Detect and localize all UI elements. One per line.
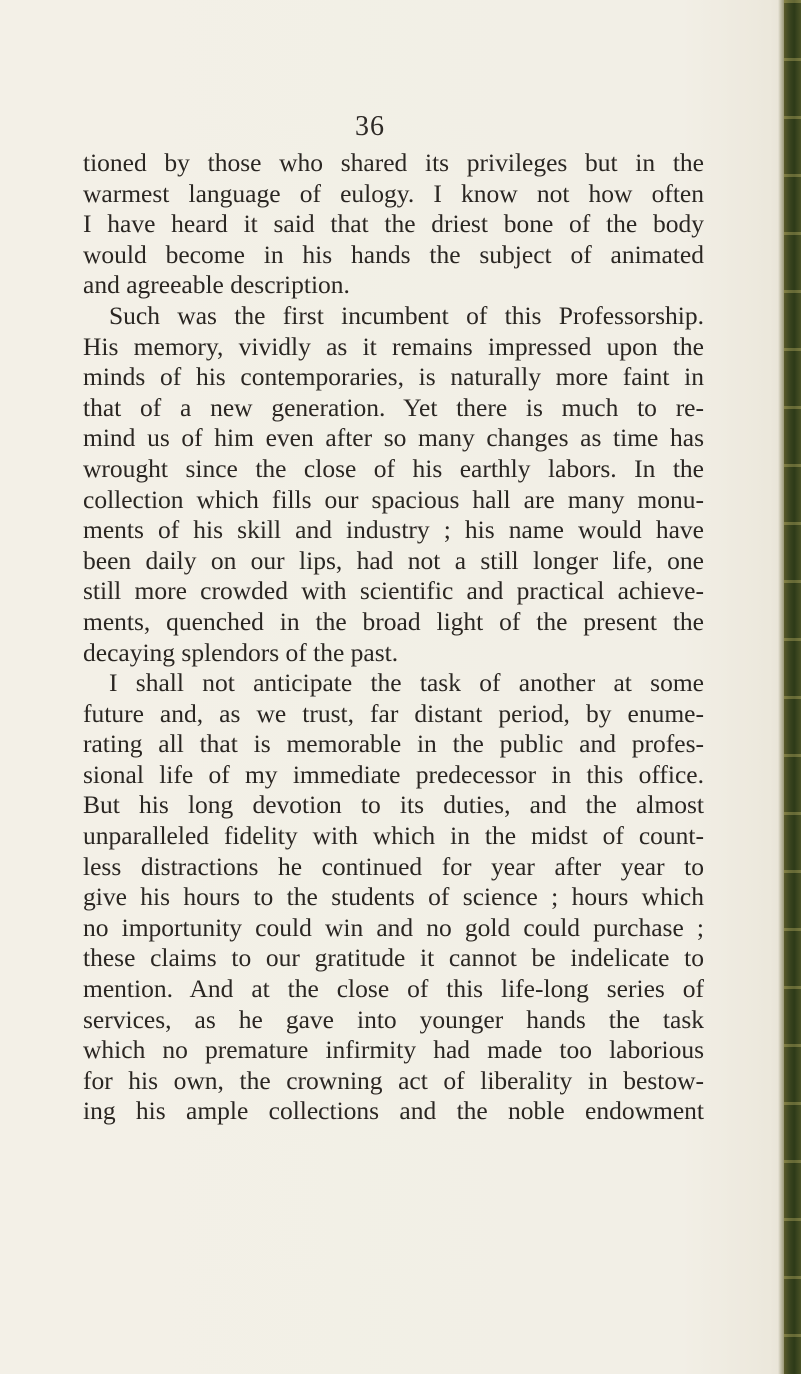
text-line: still more crowded with scientific and practical achieve- <box>83 576 704 606</box>
text-line: mind us of him even after so many changes as time has <box>83 423 704 453</box>
text-line: would become in his hands the subject of animated <box>83 239 704 269</box>
text-line: tioned by those who shared its privileges but in the <box>83 148 704 177</box>
text-line: that of a new generation. Yet there is much to re- <box>83 392 704 422</box>
text-line: these claims to our gratitude it cannot be indelicate to <box>83 943 704 973</box>
text-line: wrought since the close of his earthly labors. In the <box>83 453 704 483</box>
text-line: been daily on our lips, had not a still longer life, one <box>83 545 704 575</box>
text-line: ments, quenched in the broad light of the present the <box>83 606 704 636</box>
text-line: services, as he gave into younger hands the task <box>83 1004 704 1034</box>
text-line: and agreeable description. <box>83 270 350 300</box>
text-line: minds of his contemporaries, is naturally more faint in <box>83 362 704 392</box>
text-line: I have heard it said that the driest bone of the body <box>83 209 704 239</box>
text-line: sional life of my immediate predecessor in this office. <box>83 759 704 789</box>
text-line: give his hours to the students of science ; hours which <box>83 882 704 912</box>
text-line: less distractions he continued for year after year to <box>83 851 704 881</box>
text-line: mention. And at the close of this life-long series of <box>83 974 704 1004</box>
text-line: ing his ample collections and the noble endowment <box>83 1096 704 1126</box>
text-line: rating all that is memorable in the public and profes- <box>83 729 704 759</box>
text-line: for his own, the crowning act of liberality in bestow- <box>83 1065 704 1095</box>
text-line: future and, as we trust, far distant period, by enume- <box>83 698 704 728</box>
text-line: warmest language of eulogy. I know not how often <box>83 178 704 208</box>
text-line: Such was the first incumbent of this Professorship. <box>109 300 704 330</box>
text-line: decaying splendors of the past. <box>83 637 399 667</box>
page-number: 36 <box>355 111 385 142</box>
text-line: I shall not anticipate the task of another at some <box>109 668 704 698</box>
text-line: But his long devotion to its duties, and the almost <box>83 790 704 820</box>
text-line: ments of his skill and industry ; his name would have <box>83 515 704 545</box>
body-text <box>83 148 704 1127</box>
text-line: collection which fills our spacious hall are many monu- <box>83 484 704 514</box>
text-line: unparalleled fidelity with which in the midst of count- <box>83 821 704 851</box>
book-binding-edge <box>784 0 801 1374</box>
text-line: no importunity could win and no gold could purchase ; <box>83 912 704 942</box>
text-line: which no premature infirmity had made too laborious <box>83 1035 704 1065</box>
text-line: His memory, vividly as it remains impressed upon the <box>83 331 704 361</box>
binding-texture <box>784 0 801 1374</box>
